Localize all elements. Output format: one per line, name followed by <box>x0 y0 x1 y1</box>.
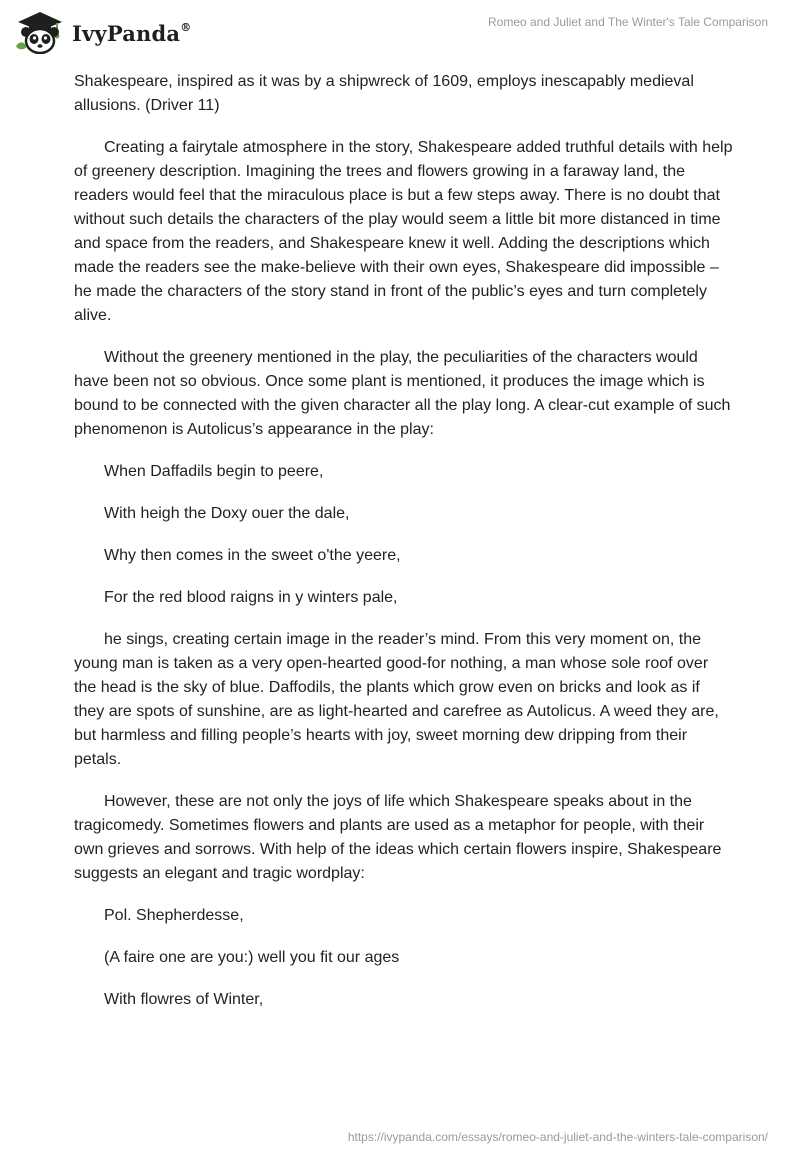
panda-graduation-cap-icon <box>14 10 66 54</box>
ivypanda-logo[interactable] <box>14 10 191 54</box>
verse-line: For the red blood raigns in y winters pale, <box>104 589 398 606</box>
paragraph-continued: Shakespeare, inspired as it was by a shipwreck of 1609, employs inescapably medieval allusions. (Driver 11) <box>74 73 694 114</box>
verse-line: (A faire one are you:) well you fit our ages <box>104 949 400 966</box>
page-header <box>0 0 800 66</box>
paragraph: However, these are not only the joys of life which Shakespeare speaks about in the tragicomedy. Sometimes flowers and plants are used as a metaphor for people, with their own grieves and sorrows. With help of the ideas which certain flowers inspire, Shakespeare suggests an elegant and tragic wordplay: <box>74 793 722 882</box>
verse-line: With heigh the Doxy ouer the dale, <box>104 505 350 522</box>
verse-line: Pol. Shepherdesse, <box>104 907 244 924</box>
verse-line: With flowres of Winter, <box>104 991 264 1008</box>
paragraph: he sings, creating certain image in the reader’s mind. From this very moment on, the young man is taken as a very open-hearted good-for nothing, a man whose sole roof over the head is the sky of blue. Daffodils, the plants which grow even on bricks and look as if they are spots of sunshine, are as light-hearted and carefree as Autolicus. A weed they are, but harmless and filling people’s hearts with joy, sweet morning dew dripping from their petals. <box>74 631 719 768</box>
logo-wordmark: IvyPanda® <box>72 20 192 46</box>
source-url[interactable]: https://ivypanda.com/essays/romeo-and-juliet-and-the-winters-tale-comparison/ <box>347 1130 768 1144</box>
verse-line: When Daffadils begin to peere, <box>104 463 324 480</box>
verse-line: Why then comes in the sweet o'the yeere, <box>104 547 401 564</box>
paragraph: Without the greenery mentioned in the play, the peculiarities of the characters would have been not so obvious. Once some plant is mentioned, it produces the image which is bound to be connected with the given character all the play long. A clear-cut example of such phenomenon is Autolicus’s appearance in the play: <box>74 349 731 438</box>
paragraph: Creating a fairytale atmosphere in the story, Shakespeare added truthful details with help of greenery description. Imagining the trees and flowers growing in a faraway land, the readers would feel that the miraculous place is but a few steps away. There is no doubt that without such details the characters of the play would seem a little bit more distanced in time and space from the readers, and Shakespeare knew it well. Adding the descriptions which made the readers see the make-believe with their own eyes, Shakespeare did impossible – he made the characters of the story stand in front of the public’s eyes and turn completely alive. <box>74 139 733 324</box>
essay-body <box>74 70 734 1030</box>
document-title: Romeo and Juliet and The Winter's Tale Comparison <box>488 15 768 29</box>
